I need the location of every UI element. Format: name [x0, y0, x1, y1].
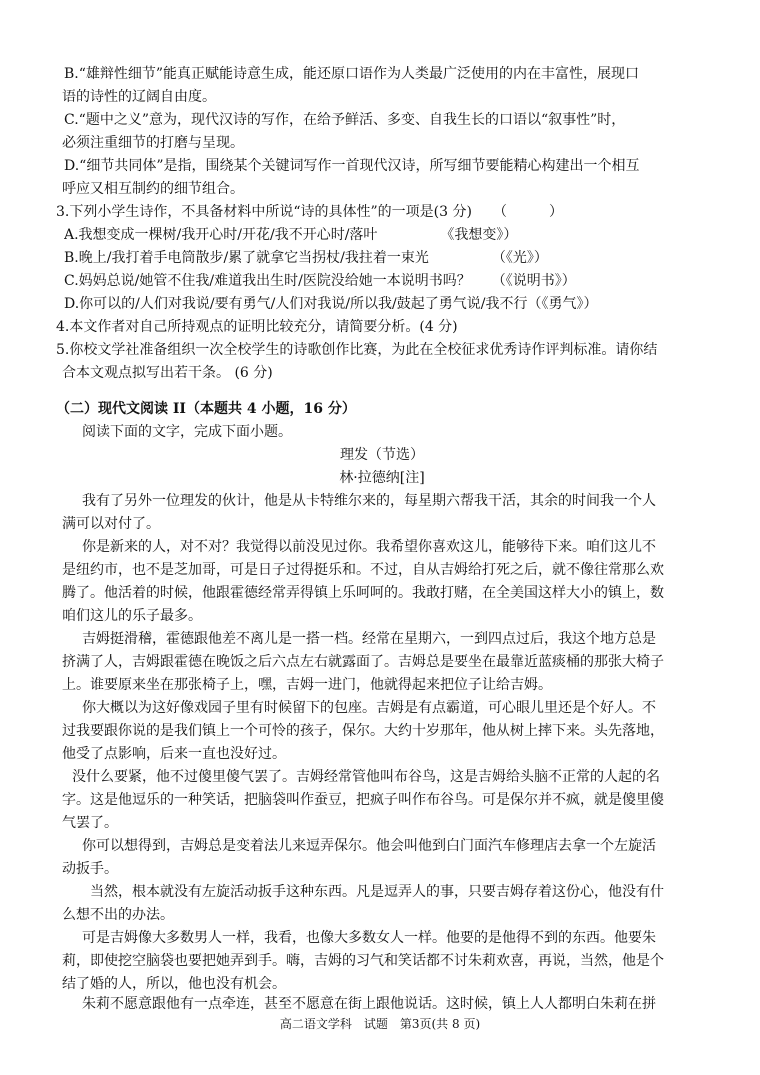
- passage-line: 可是吉姆像大多数男人一样，我看，也像大多数女人一样。他要的是他得不到的东西。他要朱: [82, 930, 656, 946]
- option-b-line-2: 语的诗性的辽阔自由度。: [62, 89, 216, 105]
- question-5-line-1: 5.你校文学社准备组织一次全校学生的诗歌创作比赛，为此在全校征求优秀诗作评判标准。请你结: [56, 342, 658, 358]
- option-d-line-2: 呼应又相互制约的细节组合。: [62, 181, 244, 197]
- passage-line: 当然，根本就没有左旋活动扳手这种东西。凡是逗弄人的事，只要吉姆存着这份心，他没有什: [90, 884, 664, 900]
- option-c-line-1: C.“题中之义”意为，现代汉诗的写作，在给予鲜活、多变、自我生长的口语以“叙事性”时，: [64, 112, 626, 128]
- passage-line: 他受了点影响，后来一直也没好过。: [62, 746, 286, 762]
- question-5-line-2: 合本文观点拟写出若干条。 (6 分): [62, 365, 273, 381]
- passage-line: 挤满了人，吉姆跟霍德在晚饭之后六点左右就露面了。吉姆总是要坐在最靠近蓝痰桶的那张大椅子: [62, 654, 664, 670]
- question-3-option-a: A.我想变成一棵树/我开心时/开花/我不开心时/落叶 《我想变》）: [64, 227, 518, 243]
- question-3: 3.下列小学生诗作，不具备材料中所说“诗的具体性”的一项是(3 分) （ ）: [56, 204, 563, 220]
- passage-line: 满可以对付了。: [62, 516, 160, 532]
- passage-line: 气罢了。: [62, 815, 118, 831]
- question-3-option-d: D.你可以的/人们对我说/要有勇气/人们对我说/所以我/鼓起了勇气说/我不行（《勇气》）: [64, 296, 598, 312]
- passage-line: 过我要跟你说的是我们镇上一个可怜的孩子，保尔。大约十岁那年，他从树上摔下来。头先落地，: [62, 723, 664, 739]
- passage-line: 结了婚的人，所以，他也没有机会。: [62, 976, 286, 992]
- passage-line: 吉姆挺滑稽，霍德跟他差不离儿是一搭一档。经常在星期六，一到四点过后，我这个地方总是: [82, 631, 656, 647]
- question-4: 4.本文作者对自己所持观点的证明比较充分，请简要分析。(4 分): [56, 319, 458, 335]
- passage-line: 腾了。他活着的时候，他跟霍德经常弄得镇上乐呵呵的。我敢打赌，在全美国这样大小的镇上，数: [62, 585, 664, 601]
- passage-line: 是纽约市，也不是芝加哥，可是日子过得挺乐和。不过，自从吉姆给打死之后，就不像往常那么欢: [62, 562, 664, 578]
- passage-line: 字。这是他逗乐的一种笑话，把脑袋叫作蚕豆，把疯子叫作布谷鸟。可是保尔并不疯，就是傻里傻: [62, 792, 664, 808]
- reading-instruction: 阅读下面的文字，完成下面小题。: [82, 424, 292, 440]
- option-c-line-2: 必须注重细节的打磨与呈现。: [62, 135, 244, 151]
- passage-line: 咱们这儿的乐子最多。: [62, 608, 202, 624]
- section-heading: （二）现代文阅读 II（本题共 4 小题，16 分）: [56, 401, 356, 417]
- passage-line: 我有了另外一位理发的伙计，他是从卡特维尔来的，每星期六帮我干活，其余的时间我一个人: [82, 493, 656, 509]
- passage-line: 么想不出的办法。: [62, 907, 174, 923]
- option-d-line-1: D.“细节共同体”是指，围绕某个关键词写作一首现代汉诗，所写细节要能精心构建出一个相互: [64, 158, 640, 174]
- passage-line: 上。谁要原来坐在那张椅子上，嘿，吉姆一进门，他就得起来把位子让给吉姆。: [62, 677, 552, 693]
- passage-line: 朱莉不愿意跟他有一点牵连，甚至不愿意在街上跟他说话。这时候，镇上人人都明白朱莉在拼: [82, 996, 656, 1012]
- passage-line: 动扳手。: [62, 861, 118, 877]
- passage-line: 没什么要紧，他不过傻里傻气罢了。吉姆经常管他叫布谷鸟，这是吉姆给头脑不正常的人起的名: [72, 769, 660, 785]
- passage-line: 你可以想得到，吉姆总是变着法儿来逗弄保尔。他会叫他到白门面汽车修理店去拿一个左旋活: [82, 838, 656, 854]
- passage-line: 你大概以为这好像戏园子里有时候留下的包座。吉姆是有点霸道，可心眼儿里还是个好人。不: [82, 700, 656, 716]
- passage-author: 林·拉德纳[注]: [339, 470, 425, 486]
- passage-line: 你是新来的人，对不对？我觉得以前没见过你。我希望你喜欢这儿，能够待下来。咱们这儿不: [82, 539, 656, 555]
- page-footer: 高二语文学科 试题 第3页(共 8 页): [279, 1017, 481, 1031]
- option-b-line-1: B.“雄辩性细节”能真正赋能诗意生成，能还原口语作为人类最广泛使用的内在丰富性，展现口: [64, 66, 640, 82]
- passage-title: 理发（节选）: [340, 447, 424, 463]
- question-3-option-c: C.妈妈总说/她管不住我/难道我出生时/医院没给她一本说明书吗？ （《说明书》）: [64, 273, 576, 289]
- passage-line: 莉，即使挖空脑袋也要把她弄到手。嗨，吉姆的习气和笑话都不讨朱莉欢喜，再说，当然，他是个: [62, 953, 664, 969]
- question-3-option-b: B.晚上/我打着手电筒散步/累了就拿它当拐杖/我拄着一束光 （《光》）: [64, 250, 548, 266]
